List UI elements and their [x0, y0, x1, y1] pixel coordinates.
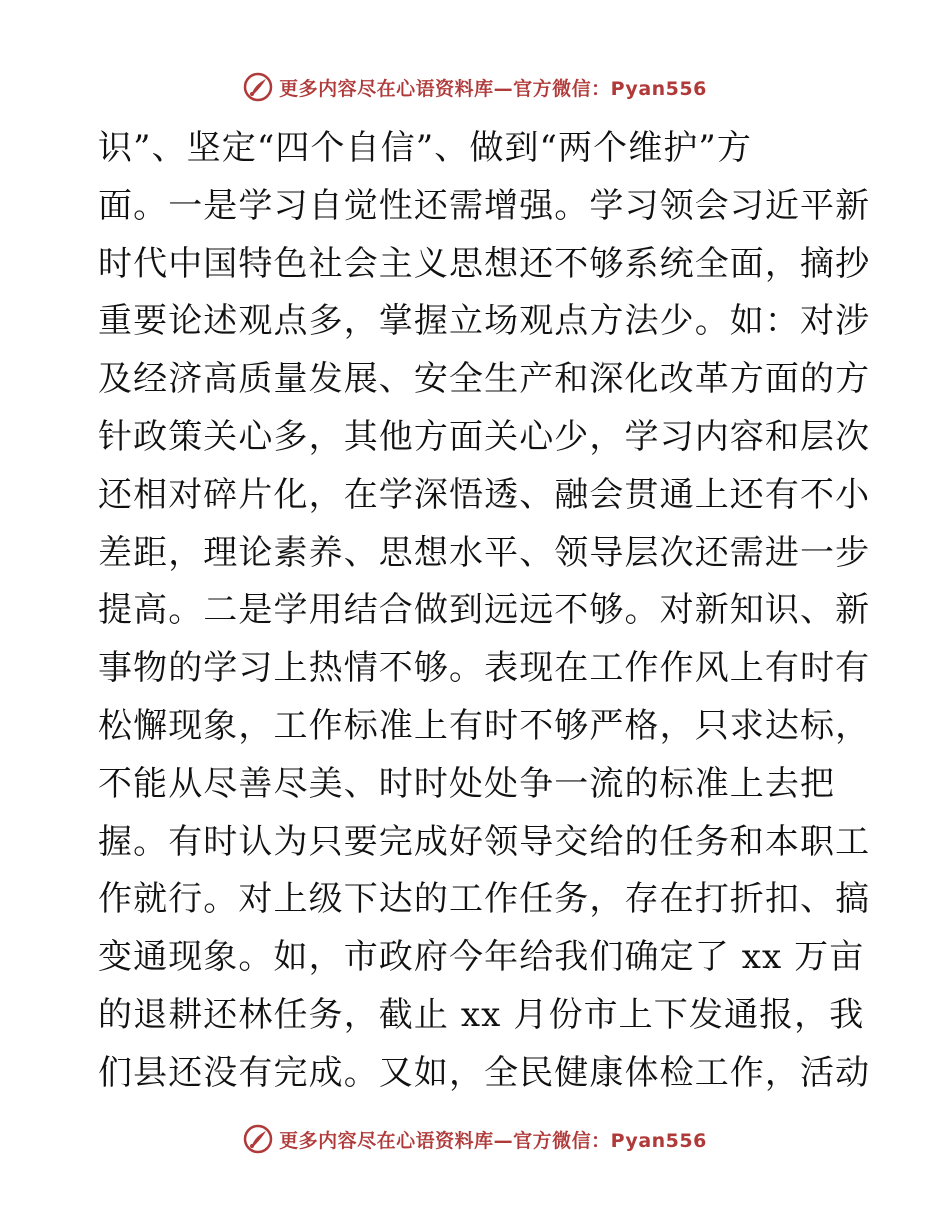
watermark-text: 更多内容尽在心语资料库—官方微信：Pyan556: [279, 77, 707, 100]
document-line: 差距，理论素养、思想水平、领导层次还需进一步: [98, 532, 871, 573]
document-line: 时代中国特色社会主义思想还不够系统全面，摘抄: [98, 243, 871, 284]
brush-logo-icon: [243, 1124, 273, 1154]
document-line: 们县还没有完成。又如，全民健康体检工作，活动: [98, 1052, 871, 1093]
footer-watermark: [0, 1124, 950, 1154]
document-line: 针政策关心多，其他方面关心少，学习内容和层次: [98, 416, 871, 457]
document-line: 握。有时认为只要完成好领导交给的任务和本职工: [98, 821, 871, 862]
document-line: 及经济高质量发展、安全生产和深化改革方面的方: [98, 359, 871, 400]
document-line: 识”、坚定“四个自信”、做到“两个维护”方: [98, 128, 753, 168]
watermark-text: 更多内容尽在心语资料库—官方微信：Pyan556: [279, 1129, 707, 1152]
document-line: 提高。二是学用结合做到远远不够。对新知识、新: [98, 590, 871, 631]
header-watermark: [0, 72, 950, 102]
document-line: 面。一是学习自觉性还需增强。学习领会习近平新: [98, 185, 871, 226]
document-line: 重要论述观点多，掌握立场观点方法少。如：对涉: [98, 301, 871, 342]
document-line: 变通现象。如，市政府今年给我们确定了 xx 万亩: [98, 937, 865, 978]
brush-logo-icon: [243, 72, 273, 102]
document-line: 不能从尽善尽美、时时处处争一流的标准上去把: [98, 763, 836, 804]
document-body: [98, 120, 871, 1103]
document-line: 松懈现象，工作标准上有时不够严格，只求达标，: [98, 705, 871, 746]
document-line: 的退耕还林任务，截止 xx 月份市上下发通报，我: [98, 994, 865, 1035]
document-line: 作就行。对上级下达的工作任务，存在打折扣、搞: [98, 879, 871, 920]
document-line: 还相对碎片化，在学深悟透、融会贯通上还有不小: [98, 474, 871, 515]
document-line: 事物的学习上热情不够。表现在工作作风上有时有: [98, 648, 871, 689]
